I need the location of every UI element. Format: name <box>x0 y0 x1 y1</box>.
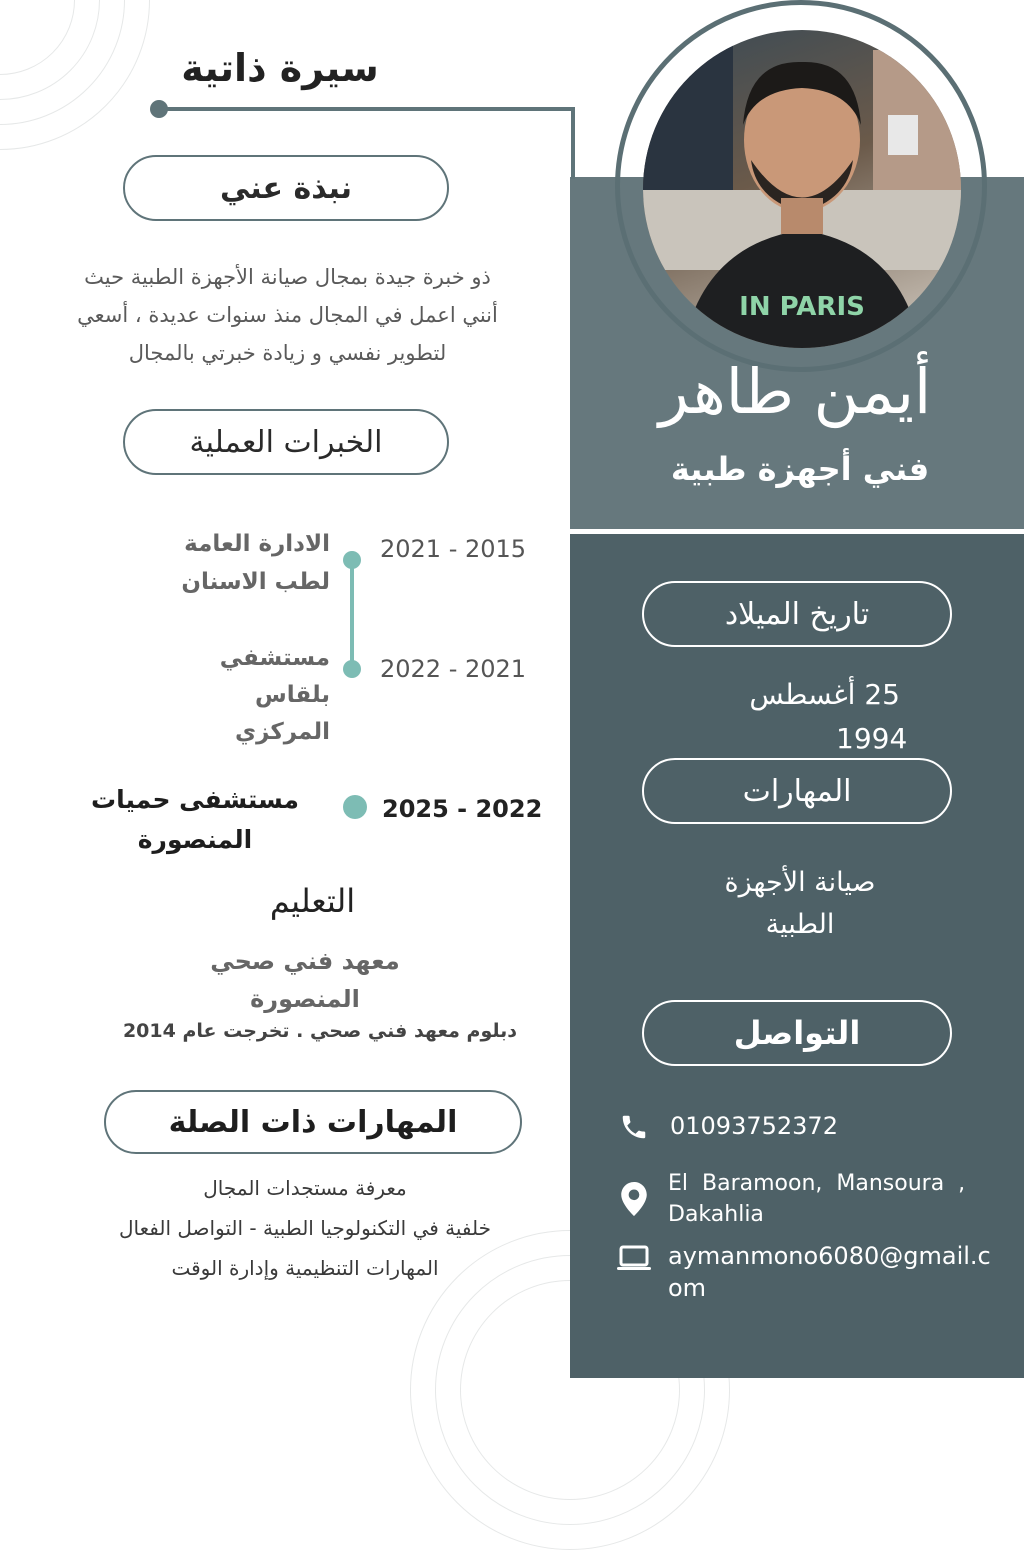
contact-address <box>668 1168 998 1230</box>
page-title: سيرة ذاتية <box>181 46 379 90</box>
related-skills-heading: المهارات ذات الصلة <box>104 1090 522 1154</box>
skills-list <box>660 862 940 946</box>
person-illustration <box>643 30 961 348</box>
about-line-1: ذو خبرة جيدة بمجال صيانة الأجهزة الطبية حيث <box>84 265 491 289</box>
experience-3-years: 2025 - 2022 <box>382 795 543 823</box>
shirt-print-text: IN PARIS <box>739 292 865 322</box>
contact-address-line-2: Dakahlia <box>668 1202 764 1227</box>
profile-photo <box>643 30 961 348</box>
skill-line-1: صيانة الأجهزة <box>724 867 876 898</box>
birth-heading: تاريخ الميلاد <box>642 581 952 647</box>
timeline-dot-2 <box>343 660 361 678</box>
timeline-dot-1 <box>343 551 361 569</box>
related-skills-list <box>60 1168 550 1288</box>
timeline-line <box>350 560 354 670</box>
education-detail: دبلوم معهد فني صحي . تخرجت عام 2014 <box>122 1020 518 1042</box>
skills-heading: المهارات <box>642 758 952 824</box>
education-heading: التعليم <box>269 882 356 920</box>
contact-email-line-2: om <box>668 1274 707 1302</box>
about-line-2: أنني اعمل في المجال منذ سنوات عديدة ، أسعي <box>77 303 498 327</box>
title-connector-line <box>165 107 575 111</box>
laptop-icon <box>612 1240 656 1274</box>
experience-2-place <box>120 640 330 751</box>
about-heading: نبذة عني <box>123 155 449 221</box>
related-skill-3: المهارات التنظيمية وإدارة الوقت <box>171 1256 439 1280</box>
contact-heading: التواصل <box>642 1000 952 1066</box>
experience-heading: الخبرات العملية <box>123 409 449 475</box>
contact-email-row <box>612 1240 991 1304</box>
contact-phone-row <box>612 1112 838 1142</box>
experience-1-place-line-1: الادارة العامة <box>184 531 330 557</box>
contact-phone[interactable]: 01093752372 <box>670 1112 838 1140</box>
profile-name: أيمن طاهر <box>658 355 932 428</box>
birth-year: 1994 <box>836 722 908 755</box>
related-skill-1: معرفة مستجدات المجال <box>203 1176 407 1200</box>
timeline-dot-3 <box>343 795 367 819</box>
experience-1-place-line-2: لطب الاسنان <box>181 569 330 595</box>
profile-job-title: فني أجهزة طبية <box>670 450 930 488</box>
phone-icon <box>612 1112 656 1142</box>
contact-address-row <box>612 1168 998 1230</box>
contact-email[interactable] <box>668 1240 991 1304</box>
title-connector-line-vertical <box>571 107 575 179</box>
education-institute-line-1: معهد فني صحي <box>210 947 400 975</box>
experience-1-years: 2021 - 2015 <box>380 535 527 563</box>
location-pin-icon <box>612 1168 656 1216</box>
skill-line-2: الطبية <box>765 909 835 940</box>
about-line-3: لتطوير نفسي و زيادة خبرتي بالمجال <box>128 341 447 365</box>
about-text <box>30 258 545 372</box>
experience-2-place-line-2: بلقاس <box>255 682 330 708</box>
experience-2-place-line-3: المركزي <box>234 719 330 745</box>
experience-3-place-line-1: مستشفى حميات <box>90 785 300 814</box>
experience-2-years: 2022 - 2021 <box>380 655 527 683</box>
experience-2-place-line-1: مستشفي <box>219 645 330 671</box>
education-institute <box>150 942 460 1018</box>
related-skill-2: خلفية في التكنولوجيا الطبية - التواصل الفعال <box>118 1216 492 1240</box>
experience-3-place-line-2: المنصورة <box>137 825 253 854</box>
experience-3-place <box>60 780 330 860</box>
education-institute-line-2: المنصورة <box>250 985 360 1013</box>
contact-address-line-1: El Baramoon, Mansoura , <box>668 1171 966 1196</box>
contact-email-line-1: aymanmono6080@gmail.c <box>668 1242 991 1270</box>
birth-day-month: 25 أغسطس <box>749 678 900 711</box>
experience-1-place <box>120 525 330 601</box>
